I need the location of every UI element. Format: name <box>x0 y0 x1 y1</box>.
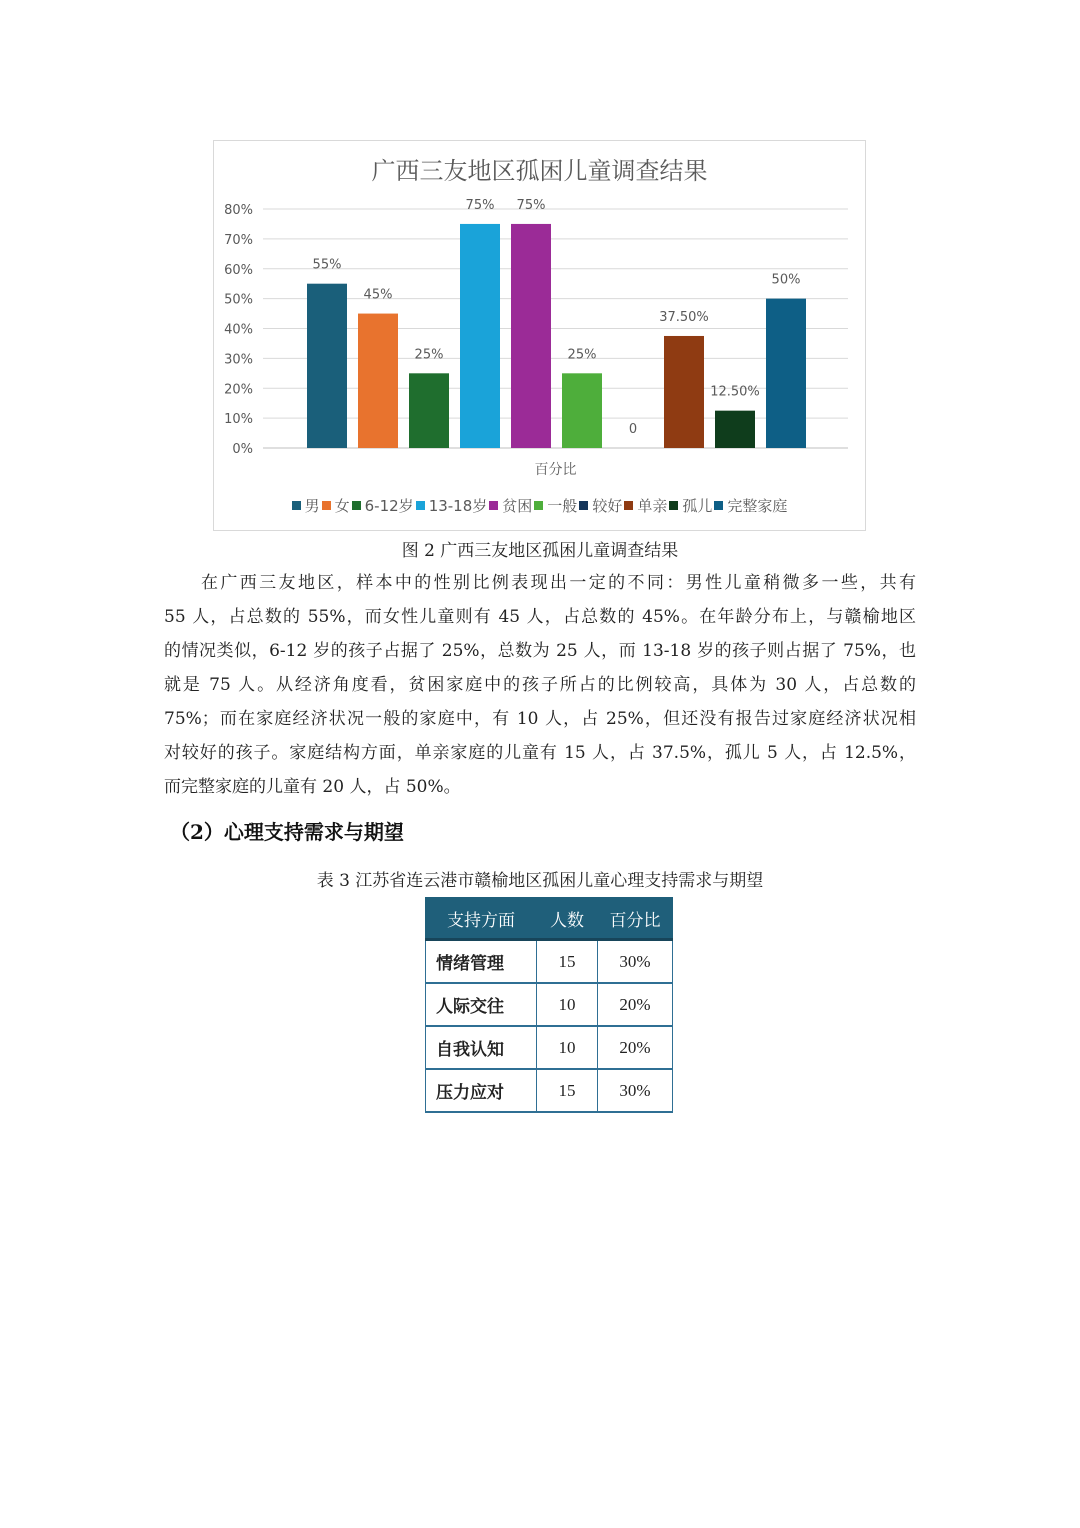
data-label: 45% <box>363 287 393 303</box>
legend-swatch <box>489 501 498 510</box>
figure-caption: 图 2 广西三友地区孤困儿童调查结果 <box>401 541 679 561</box>
legend-swatch <box>534 501 543 510</box>
legend-label: 完整家庭 <box>727 497 788 515</box>
legend-item <box>489 495 532 516</box>
x-category-label: 百分比 <box>534 462 577 478</box>
chart-title: 广西三友地区孤困儿童调查结果 <box>371 157 708 185</box>
paragraph-line: 的情况类似，6-12 岁的孩子占据了 25%，总数为 25 人，而 13-18 岁的孩子则占据了 75%，也 <box>164 641 916 661</box>
y-tick-label: 50% <box>224 292 253 308</box>
legend-label: 孤儿 <box>682 497 713 515</box>
cell-count: 10 <box>537 983 598 1026</box>
cell-percent: 30% <box>598 940 673 984</box>
legend-label: 13-18岁 <box>428 497 488 515</box>
bar-9 <box>715 411 755 448</box>
paragraph-line: 而完整家庭的儿童有 20 人，占 50%。 <box>164 777 461 797</box>
cell-aspect: 人际交往 <box>426 983 537 1026</box>
legend-label: 女 <box>334 497 350 515</box>
paragraph-line: 对较好的孩子。家庭结构方面，单亲家庭的儿童有 15 人，占 37.5%，孤儿 5 人，占 12.5%， <box>164 743 916 763</box>
legend-item <box>292 495 320 516</box>
y-tick-label: 40% <box>224 322 253 338</box>
y-tick-label: 0% <box>232 442 253 457</box>
paragraph-line: 就是 75 人。从经济角度看，贫困家庭中的孩子所占的比例较高，具体为 30 人，占总数的 <box>164 675 916 695</box>
body-paragraph <box>164 566 916 804</box>
legend-item <box>579 495 622 516</box>
legend-label: 贫困 <box>502 497 533 515</box>
header-aspect: 支持方面 <box>426 898 537 940</box>
table-caption: 表 3 江苏省连云港市赣榆地区孤困儿童心理支持需求与期望 <box>316 871 764 891</box>
legend-swatch <box>669 501 678 510</box>
legend-label: 6-12岁 <box>364 497 414 515</box>
bar-3 <box>409 373 449 448</box>
cell-percent: 20% <box>598 983 673 1026</box>
legend-swatch <box>416 501 425 510</box>
table-header-row <box>426 898 673 940</box>
bar-2 <box>358 314 398 448</box>
bar-6 <box>562 373 602 448</box>
data-label: 37.50% <box>659 309 709 325</box>
legend-item <box>714 495 787 516</box>
data-label: 75% <box>465 197 495 213</box>
legend-item <box>322 495 350 516</box>
legend-swatch <box>292 501 301 510</box>
header-percent: 百分比 <box>598 898 673 940</box>
cell-aspect: 情绪管理 <box>426 940 537 984</box>
table-row <box>426 940 673 984</box>
table-row <box>426 1026 673 1069</box>
legend-label: 单亲 <box>637 497 668 515</box>
bar-8 <box>664 336 704 448</box>
y-tick-label: 30% <box>224 352 253 368</box>
legend-item <box>534 495 577 516</box>
paragraph-line: 75%；而在家庭经济状况一般的家庭中，有 10 人，占 25%，但还没有报告过家庭经济状况相 <box>164 709 916 729</box>
paragraph-line: 55 人，占总数的 55%，而女性儿童则有 45 人，占总数的 45%。在年龄分布上，与赣榆地区 <box>164 607 916 627</box>
data-label: 25% <box>567 347 597 363</box>
data-label: 0 <box>628 422 638 437</box>
section-heading: （2）心理支持需求与期望 <box>170 820 404 844</box>
y-tick-label: 10% <box>224 412 253 428</box>
chart-container <box>213 140 866 531</box>
support-needs-table <box>425 897 673 1113</box>
legend-item <box>352 495 414 516</box>
legend-item <box>416 495 488 516</box>
cell-aspect: 自我认知 <box>426 1026 537 1069</box>
legend-swatch <box>322 501 331 510</box>
header-count: 人数 <box>537 898 598 940</box>
data-label: 25% <box>414 347 444 363</box>
data-label: 50% <box>771 272 801 288</box>
cell-aspect: 压力应对 <box>426 1069 537 1112</box>
legend-swatch <box>714 501 723 510</box>
y-tick-label: 80% <box>224 203 253 218</box>
bar-chart <box>214 141 865 530</box>
legend-item <box>624 495 667 516</box>
cell-count: 15 <box>537 940 598 984</box>
legend-label: 男 <box>304 497 320 515</box>
cell-percent: 20% <box>598 1026 673 1069</box>
data-label: 12.50% <box>710 384 760 400</box>
bar-1 <box>307 284 347 448</box>
legend-swatch <box>579 501 588 510</box>
legend-label: 一般 <box>547 497 578 515</box>
legend-item <box>669 495 712 516</box>
cell-percent: 30% <box>598 1069 673 1112</box>
bar-4 <box>460 224 500 448</box>
chart-legend <box>214 495 865 516</box>
data-label: 75% <box>516 197 546 213</box>
legend-label: 较好 <box>592 497 623 515</box>
legend-swatch <box>624 501 633 510</box>
bar-5 <box>511 224 551 448</box>
cell-count: 15 <box>537 1069 598 1112</box>
bar-10 <box>766 299 806 448</box>
table-row <box>426 983 673 1026</box>
table-row <box>426 1069 673 1112</box>
data-label: 55% <box>312 257 342 273</box>
legend-swatch <box>352 501 361 510</box>
y-tick-label: 60% <box>224 262 253 278</box>
cell-count: 10 <box>537 1026 598 1069</box>
y-tick-label: 70% <box>224 232 253 248</box>
paragraph-line: 在广西三友地区，样本中的性别比例表现出一定的不同：男性儿童稍微多一些，共有 <box>201 573 916 593</box>
y-tick-label: 20% <box>224 382 253 398</box>
